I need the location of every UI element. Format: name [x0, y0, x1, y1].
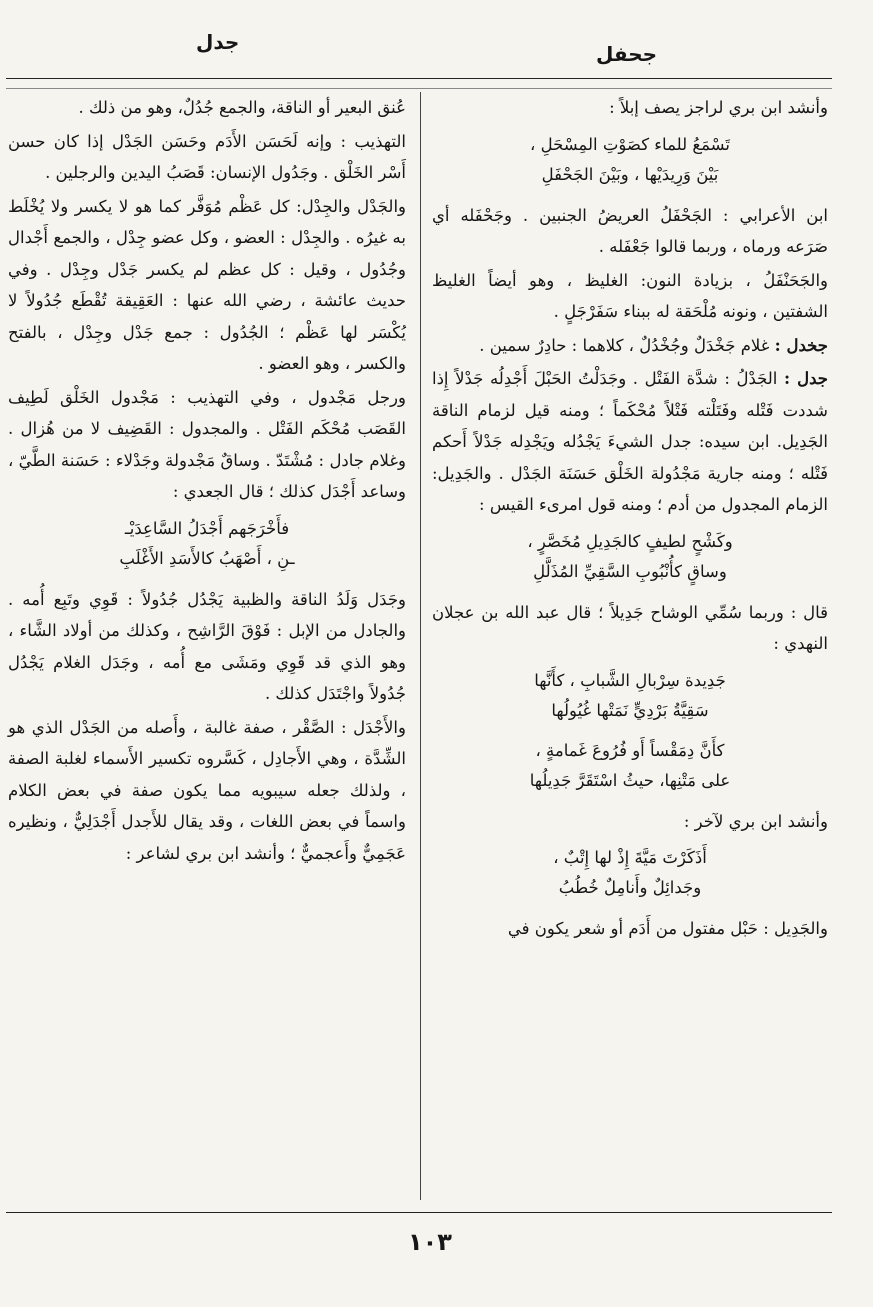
paragraph: التهذيب : وإنه لَحَسَن الأَدَم وحَسَن الجَدْل إذا كان حسن أَسْر الخَلْق . وجَدُول الإنسان: قَصَبُ اليدين والرجلين . [8, 131, 406, 182]
dictionary-entry [432, 363, 828, 521]
verse-line: على مَتْنِها، حيثُ اسْتَقَرَّ جَدِيلُها [529, 770, 731, 790]
column-divider [420, 92, 421, 1200]
verse-line: أَذَكَرْتَ مَيَّةَ إِذْ لها إِتْبٌ ، [553, 848, 707, 867]
entry-headword: جدل : [783, 369, 829, 388]
verse-gap [432, 726, 828, 736]
verse-line: جَدِيدة سِرْبالِ الشَّبابِ ، كأَنَّها [534, 670, 726, 690]
verse-line: سَقِيَّةُ بَرْدِيٍّ نَمَتْها غُيُولُها [551, 700, 709, 720]
page-number: ١٠٣ [408, 1228, 452, 1256]
entry-text: الجَدْلُ : شدَّة الفَتْل . وجَدَلْتُ الحَبْلَ أَجْدِلُه جَدْلاً إِذا شددت فَتْله وفَتَلْته فَتْلاً مُحْكَماً ؛ ومنه قيل لزمام الناقة الجَدِيل. ابن سيده: جدل الشيءَ يَجْدُله ويَجْدِله جَدْلاً أَحكم فَتْله ؛ ومنه جارية مَجْدُولة الخَلْق حَسَنَة الجَدْل . والجَدِيل: الزمام المجدول من أدم ؛ ومنه قول امرىء القيس : [432, 369, 828, 514]
paragraph: وأنشد ابن بري لآخر : [683, 811, 828, 831]
paragraph: والجَحَنْفَلُ ، بزيادة النون: الغليظ ، وهو أيضاً الغليظ الشفتين ، ونونه مُلْحَقة له ببناء سَفَرْجَلٍ . [432, 270, 828, 321]
paragraph: والجَدْل والجِدْل: كل عَظْم مُوَفَّر كما هو لا يكسر ولا يُخْلَط به غيرُه . والجِدْل : العضو ، وكل عضو جِدْل ، والجمع أَجْدال وجُدُول ، وقيل : كل عظم لم يكسر جَدْل وجِدْل . وفي حديث عائشة ، رضي الله عنها : العَقِيقة تُقْطَع جُدُولاً لا يُكْسَر لها عَظْم ؛ الجُدُول : جمع جَدْل وجِدْل ، بالفتح والكسر ، وهو العضو . [8, 196, 406, 373]
paragraph: وجَدَل وَلَدُ الناقة والظبية يَجْدُل جُدُولاً : قَوِي وتَبِع أُمه . والجادل من الإبل : فَوْقَ الرَّاشِح ، وكذلك من أولاد الشَّاء ، وهو الذي قد قَوِي ومَشَى مع أُمه ، وجَدَل الغلام يَجْدُل جُدُولاً واجْتَدَل كذلك . [8, 589, 406, 703]
verse-line: كأَنَّ دِمَقْساً أَو فُرُوعَ غَمامةٍ ، [535, 740, 725, 760]
bottom-rule [6, 1212, 832, 1213]
entry-text: غلام جَخْدَلٌ وجُخْدُلٌ ، كلاهما : حادِرٌ سمين . [479, 335, 770, 355]
verse [432, 527, 828, 587]
verse-line: ـنِ ، أَصْهَبُ كالأَسَدِ الأَغْلَبِ [119, 548, 295, 568]
left-header-word: جدل [196, 30, 240, 54]
verse [432, 666, 828, 796]
dictionary-entry [432, 330, 828, 362]
paragraph: والجَدِيل : حَبْل مفتول من أَدَم أو شعر يكون في [507, 919, 828, 938]
verse [432, 130, 828, 190]
paragraph: قال : وربما سُمِّي الوشاح جَدِيلاً ؛ قال عبد الله بن عجلان النهدي : [432, 602, 828, 653]
paragraph: والأَجْدَل : الصَّقْر ، صفة غالبة ، وأَصله من الجَدْل الذي هو الشِّدَّة ، وهي الأَجادِل ، كَسَّروه تكسير الأَسماء لغلبة الصفة ، ولذلك جعله سيبويه مما يكون صفة في بعض الكلام واسماً في بعض اللغات ، وقد يقال للأَجدل أَجْدَلِيٌّ ، ونظيره عَجَمِيٌّ وأَعجميٌّ ؛ وأنشد ابن بري لشاعر : [8, 717, 406, 863]
right-header-word: جحفل [596, 42, 658, 66]
paragraph: عُنق البعير أو الناقة، والجمع جُدُلٌ، وهو من ذلك . [78, 98, 406, 117]
top-rule [6, 78, 832, 79]
top-rule-thin [6, 88, 832, 89]
paragraph: وأنشد ابن بري لراجز يصف إبلاً : [609, 98, 828, 117]
verse [8, 514, 406, 574]
paragraph: ورجل مَجْدول ، وفي التهذيب : مَجْدول الخَلْق لَطِيف القَصَب مُحْكَم الفَتْل . والمجدول : القَضِيف لا من هُزال . وغلام جادل : مُشْتَدّ . وساقٌ مَجْدولة وجَدْلاء : حَسَنة الطَّيّ ، وساعد أَجْدَل كذلك ؛ قال الجعدي : [8, 387, 406, 501]
left-column [8, 92, 406, 871]
verse-line: بَيْنَ وَرِيدَيْها ، وبَيْنَ الجَحْفَلِ [541, 164, 719, 184]
verse-line: وكَشْحٍ لطيفٍ كالجَدِيلِ مُخَصَّرٍ ، [527, 531, 733, 551]
verse [432, 843, 828, 903]
verse-line: فأَخْرَجَهم أَجْدَلُ السَّاعِدَيْـ [124, 518, 290, 538]
right-column [432, 92, 828, 947]
verse-line: تَسْمَعُ للماء كصَوْتِ المِسْحَلِ ، [530, 134, 730, 154]
paragraph: ابن الأعرابي : الجَحْفَلُ العريضُ الجنبين . وجَحْفَله أي صَرَعه ورماه ، وربما قالوا جَعْفَله . [432, 205, 828, 256]
entry-headword: جخدل : [774, 335, 828, 355]
verse-line: وجَدائِلٌ وأَنامِلٌ خُطُبُ [558, 878, 702, 897]
verse-line: وساقٍ كأُنْبُوبِ السَّقِيِّ المُذَلَّلِ [533, 561, 727, 581]
